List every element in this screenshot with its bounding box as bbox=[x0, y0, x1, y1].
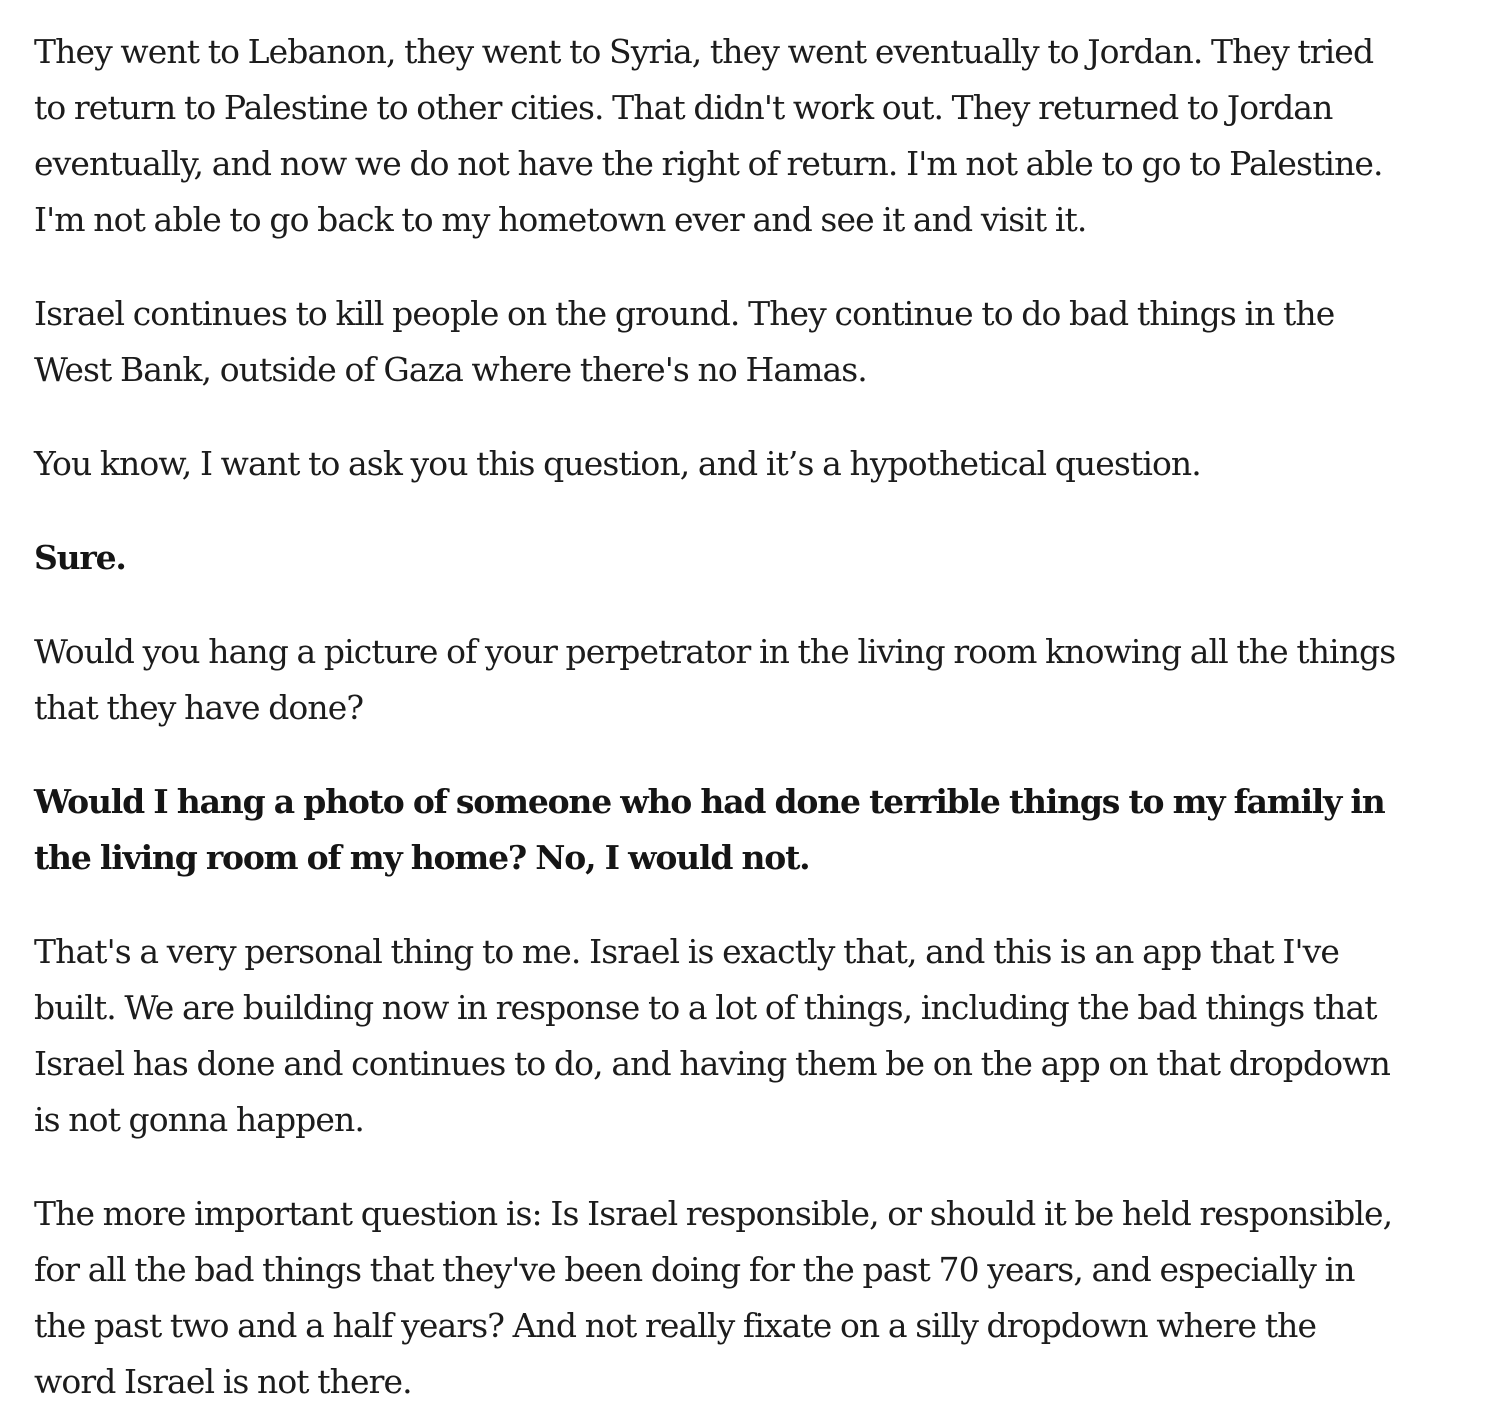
paragraph-5-question: Would you hang a picture of your perpetrator in the living room knowing all the things that they have done? bbox=[34, 632, 1396, 727]
paragraph-3-question: You know, I want to ask you this question, and it’s a hypothetical question. bbox=[34, 444, 1201, 483]
paragraph-4-bold-response: Sure. bbox=[34, 538, 126, 577]
paragraph-8: The more important question is: Is Israel responsible, or should it be held responsible, for all the bad things that they've been doing for the past 70 years, and especially in the past two and a half years? And not really fixate on a silly dropdown where the word Israel is not there. bbox=[34, 1194, 1393, 1401]
paragraph-7: That's a very personal thing to me. Israel is exactly that, and this is an app that I've built. We are building now in response to a lot of things, including the bad things that Israel has done and continues to do, and having them be on the app on that dropdown is not gonna happen. bbox=[34, 932, 1390, 1139]
paragraph-2: Israel continues to kill people on the ground. They continue to do bad things in the West Bank, outside of Gaza where there's no Hamas. bbox=[34, 294, 1335, 389]
paragraph-1: They went to Lebanon, they went to Syria, they went eventually to Jordan. They tried to return to Palestine to other cities. That didn't work out. They returned to Jordan eventually, and now we do not have the right of return. I'm not able to go to Palestine. I'm not able to go back to my hometown ever and see it and visit it. bbox=[34, 32, 1383, 239]
paragraph-6-bold-response: Would I hang a photo of someone who had done terrible things to my family in the living room of my home? No, I would not. bbox=[34, 782, 1385, 877]
